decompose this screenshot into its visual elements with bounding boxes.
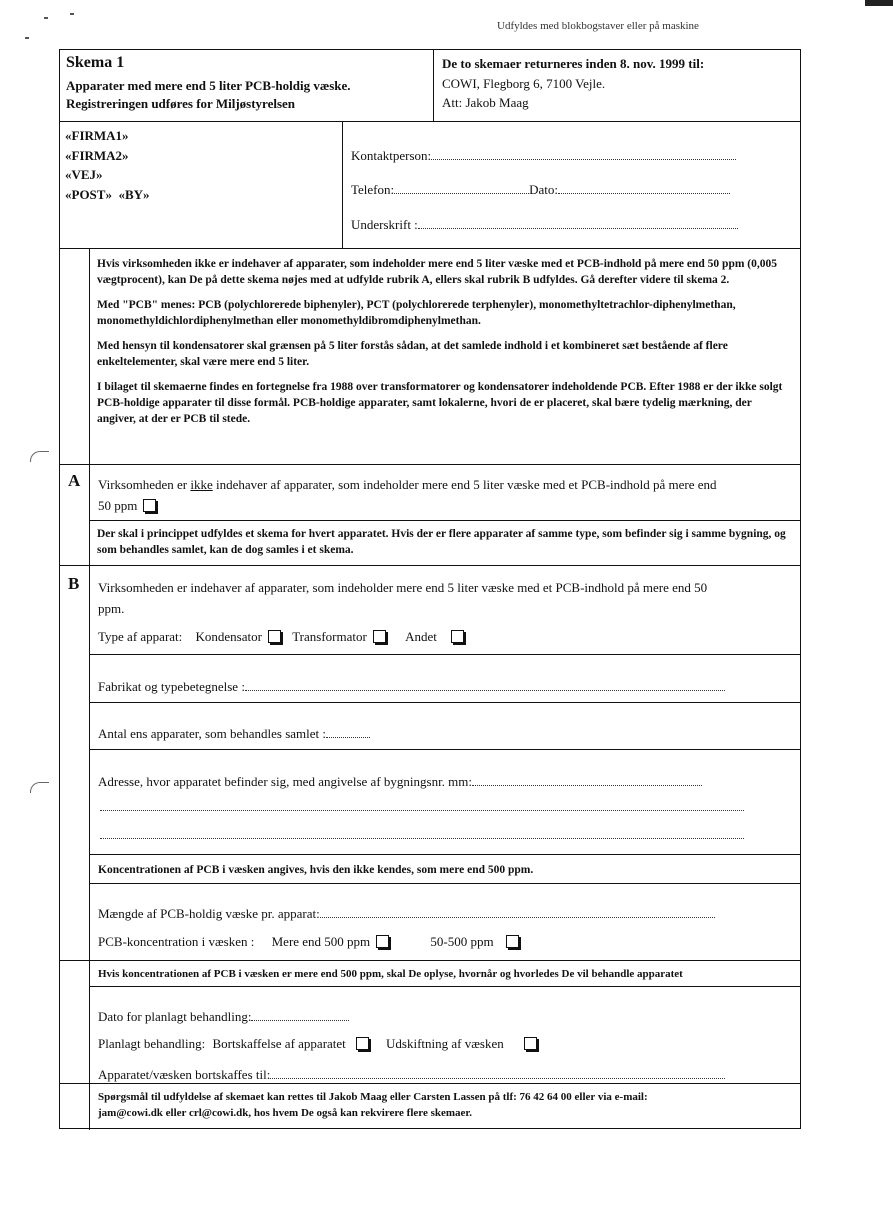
- form-subtitle: Apparater med mere end 5 liter PCB-holdig væske.: [66, 78, 351, 93]
- andet-checkbox[interactable]: [451, 630, 464, 643]
- pcb-option-label: 50-500 ppm: [430, 934, 494, 949]
- section-a-checkbox[interactable]: [143, 499, 156, 512]
- footer: [98, 1089, 798, 1121]
- company-name-2: «FIRMA2»: [65, 148, 129, 163]
- type-option-label: Andet: [405, 629, 437, 644]
- contact-field[interactable]: [351, 147, 736, 164]
- udskiftning-checkbox[interactable]: [524, 1037, 537, 1050]
- scan-mark: [70, 13, 74, 15]
- footer-line: jam@cowi.dk eller crl@cowi.dk, hos hvem De også kan rekvirere flere skemaer.: [98, 1107, 473, 1119]
- note-ab: Der skal i princippet udfyldes et skema for hvert apparatet. Hvis der er flere apparater af samme type, som befinder sig i samme bygning, og som behandles samlet, kan de dog samles i et skema.: [97, 528, 786, 556]
- company-name-1: «FIRMA1»: [65, 128, 129, 143]
- pcb-label: PCB-koncentration i væsken :: [98, 934, 255, 949]
- fabrikat-line[interactable]: [245, 678, 725, 691]
- kondensator-checkbox[interactable]: [268, 630, 281, 643]
- type-option-label: Transformator: [292, 629, 367, 644]
- 50-500-checkbox[interactable]: [506, 935, 519, 948]
- instructions: [97, 256, 793, 427]
- planlagt-option-label: Bortskaffelse af apparatet: [212, 1036, 346, 1051]
- planlagt-option-label: Udskiftning af væsken: [386, 1036, 504, 1051]
- dato-label: Dato for planlagt behandling:: [98, 1009, 252, 1024]
- scan-mark: [25, 37, 29, 39]
- company-town: «BY»: [118, 187, 150, 202]
- company-postcode: «POST»: [65, 187, 112, 202]
- maengde-label: Mængde af PCB-holdig væske pr. apparat:: [98, 906, 320, 921]
- planlagt-label: Planlagt behandling:: [98, 1036, 206, 1051]
- section-b-letter: B: [68, 574, 80, 593]
- date-line[interactable]: [558, 181, 730, 194]
- scan-mark: [30, 451, 49, 462]
- fabrikat-label: Fabrikat og typebetegnelse :: [98, 679, 245, 694]
- transformator-checkbox[interactable]: [373, 630, 386, 643]
- section-a-text: Virksomheden er ikke indehaver af apparater, som indeholder mere end 5 liter væske med et PCB-indhold på mere end 50 ppm: [98, 477, 717, 513]
- signature-field[interactable]: [351, 216, 738, 233]
- maengde-line[interactable]: [320, 905, 715, 918]
- ikke-emphasis: ikke: [190, 477, 213, 492]
- top-note: Udfyldes med blokbogstaver eller på maskine: [497, 20, 699, 32]
- scan-edge: [865, 0, 893, 6]
- instruction-paragraph: I bilaget til skemaerne findes en fortegnelse fra 1988 over transformatorer og kondensatorer indeholdende PCB. Efter 1988 er der ikke solgt PCB-holdige apparater til disse formål. PCB-holdige apparater, samt lokalerne, hvori de er placeret, skal bære tydelig mærkning, der angiver, at der er PCB til stede.: [97, 381, 783, 425]
- maengde-field[interactable]: [98, 905, 715, 922]
- mere-500-checkbox[interactable]: [376, 935, 389, 948]
- phone-label: Telefon:: [351, 182, 395, 197]
- return-instruction: De to skemaer returneres inden 8. nov. 1999 til:: [442, 56, 705, 71]
- dato-field[interactable]: [98, 1008, 349, 1025]
- planlagt-row: [98, 1036, 537, 1052]
- scan-mark: [30, 782, 49, 793]
- adresse-field[interactable]: [98, 773, 702, 790]
- type-option-label: Kondensator: [195, 629, 262, 644]
- footer-line: Spørgsmål til udfyldelse af skemaet kan rettes til Jakob Maag eller Carsten Lassen på tlf: 76 42 64 00 eller via e-mail:: [98, 1091, 648, 1103]
- bortskaffes-label: Apparatet/væsken bortskaffes til:: [98, 1067, 271, 1082]
- company-street: «VEJ»: [65, 167, 103, 182]
- return-address: COWI, Flegborg 6, 7100 Vejle.: [442, 76, 606, 91]
- adresse-line-2[interactable]: [100, 798, 744, 811]
- dato-line[interactable]: [251, 1008, 349, 1021]
- date-label: Dato:: [529, 182, 559, 197]
- company-city: [65, 187, 150, 203]
- bortskaffes-field[interactable]: [98, 1066, 725, 1083]
- bortskaffelse-checkbox[interactable]: [356, 1037, 369, 1050]
- antal-line[interactable]: [326, 725, 370, 738]
- instruction-paragraph: Med hensyn til kondensatorer skal grænsen på 5 liter forstås sådan, at det samlede indhold i et kombineret sæt bestående af flere enkeltelementer, skal være mere end 5 liter.: [97, 340, 728, 368]
- antal-field[interactable]: [98, 725, 370, 742]
- scan-mark: [44, 17, 48, 19]
- pcb-concentration-row: [98, 934, 519, 950]
- form-title: Skema 1: [66, 54, 125, 71]
- phone-date-field[interactable]: [351, 181, 730, 198]
- instruction-paragraph: Med "PCB" menes: PCB (polychlorerede biphenyler), PCT (polychlorerede terphenyler), monomethyltetrachlor-diphenylmethan, monomethyldichlordiphenylmethan eller monomethyldibromdiphenylmethan.: [97, 299, 736, 327]
- section-b-text: Virksomheden er indehaver af apparater, som indeholder mere end 5 liter væske med et PCB-indhold på mere end 50 ppm.: [98, 580, 708, 616]
- type-label: Type af apparat:: [98, 629, 183, 644]
- pcb-option-label: Mere end 500 ppm: [271, 934, 371, 949]
- contact-line[interactable]: [431, 147, 736, 160]
- adresse-label: Adresse, hvor apparatet befinder sig, med angivelse af bygningsnr. mm:: [98, 774, 473, 789]
- return-attention: Att: Jakob Maag: [442, 95, 529, 110]
- over-500-note: Hvis koncentrationen af PCB i væsken er mere end 500 ppm, skal De oplyse, hvornår og hvorledes De vil behandle apparatet: [98, 968, 683, 980]
- contact-label: Kontaktperson:: [351, 148, 432, 163]
- signature-line[interactable]: [418, 216, 738, 229]
- signature-label: Underskrift :: [351, 217, 418, 232]
- antal-label: Antal ens apparater, som behandles samlet :: [98, 726, 326, 741]
- fabrikat-field[interactable]: [98, 678, 725, 695]
- form: [59, 49, 801, 1129]
- phone-line[interactable]: [394, 181, 529, 194]
- instruction-paragraph: Hvis virksomheden ikke er indehaver af apparater, som indeholder mere end 5 liter væske med et PCB-indhold på mere end 50 ppm (0,005 vægtprocent), kan De på dette skema nøjes med at udfylde rubrik A, ellers skal rubrik B udfyldes. Gå derefter videre til skema 2.: [97, 258, 778, 286]
- bortskaffes-line[interactable]: [270, 1066, 725, 1079]
- adresse-line[interactable]: [472, 773, 702, 786]
- concentration-note: Koncentrationen af PCB i væsken angives, hvis den ikke kendes, som mere end 500 ppm.: [98, 864, 534, 876]
- form-subtitle: Registreringen udføres for Miljøstyrelsen: [66, 96, 296, 111]
- section-a-letter: A: [68, 471, 81, 490]
- type-row: [98, 629, 464, 645]
- adresse-line-3[interactable]: [100, 826, 744, 839]
